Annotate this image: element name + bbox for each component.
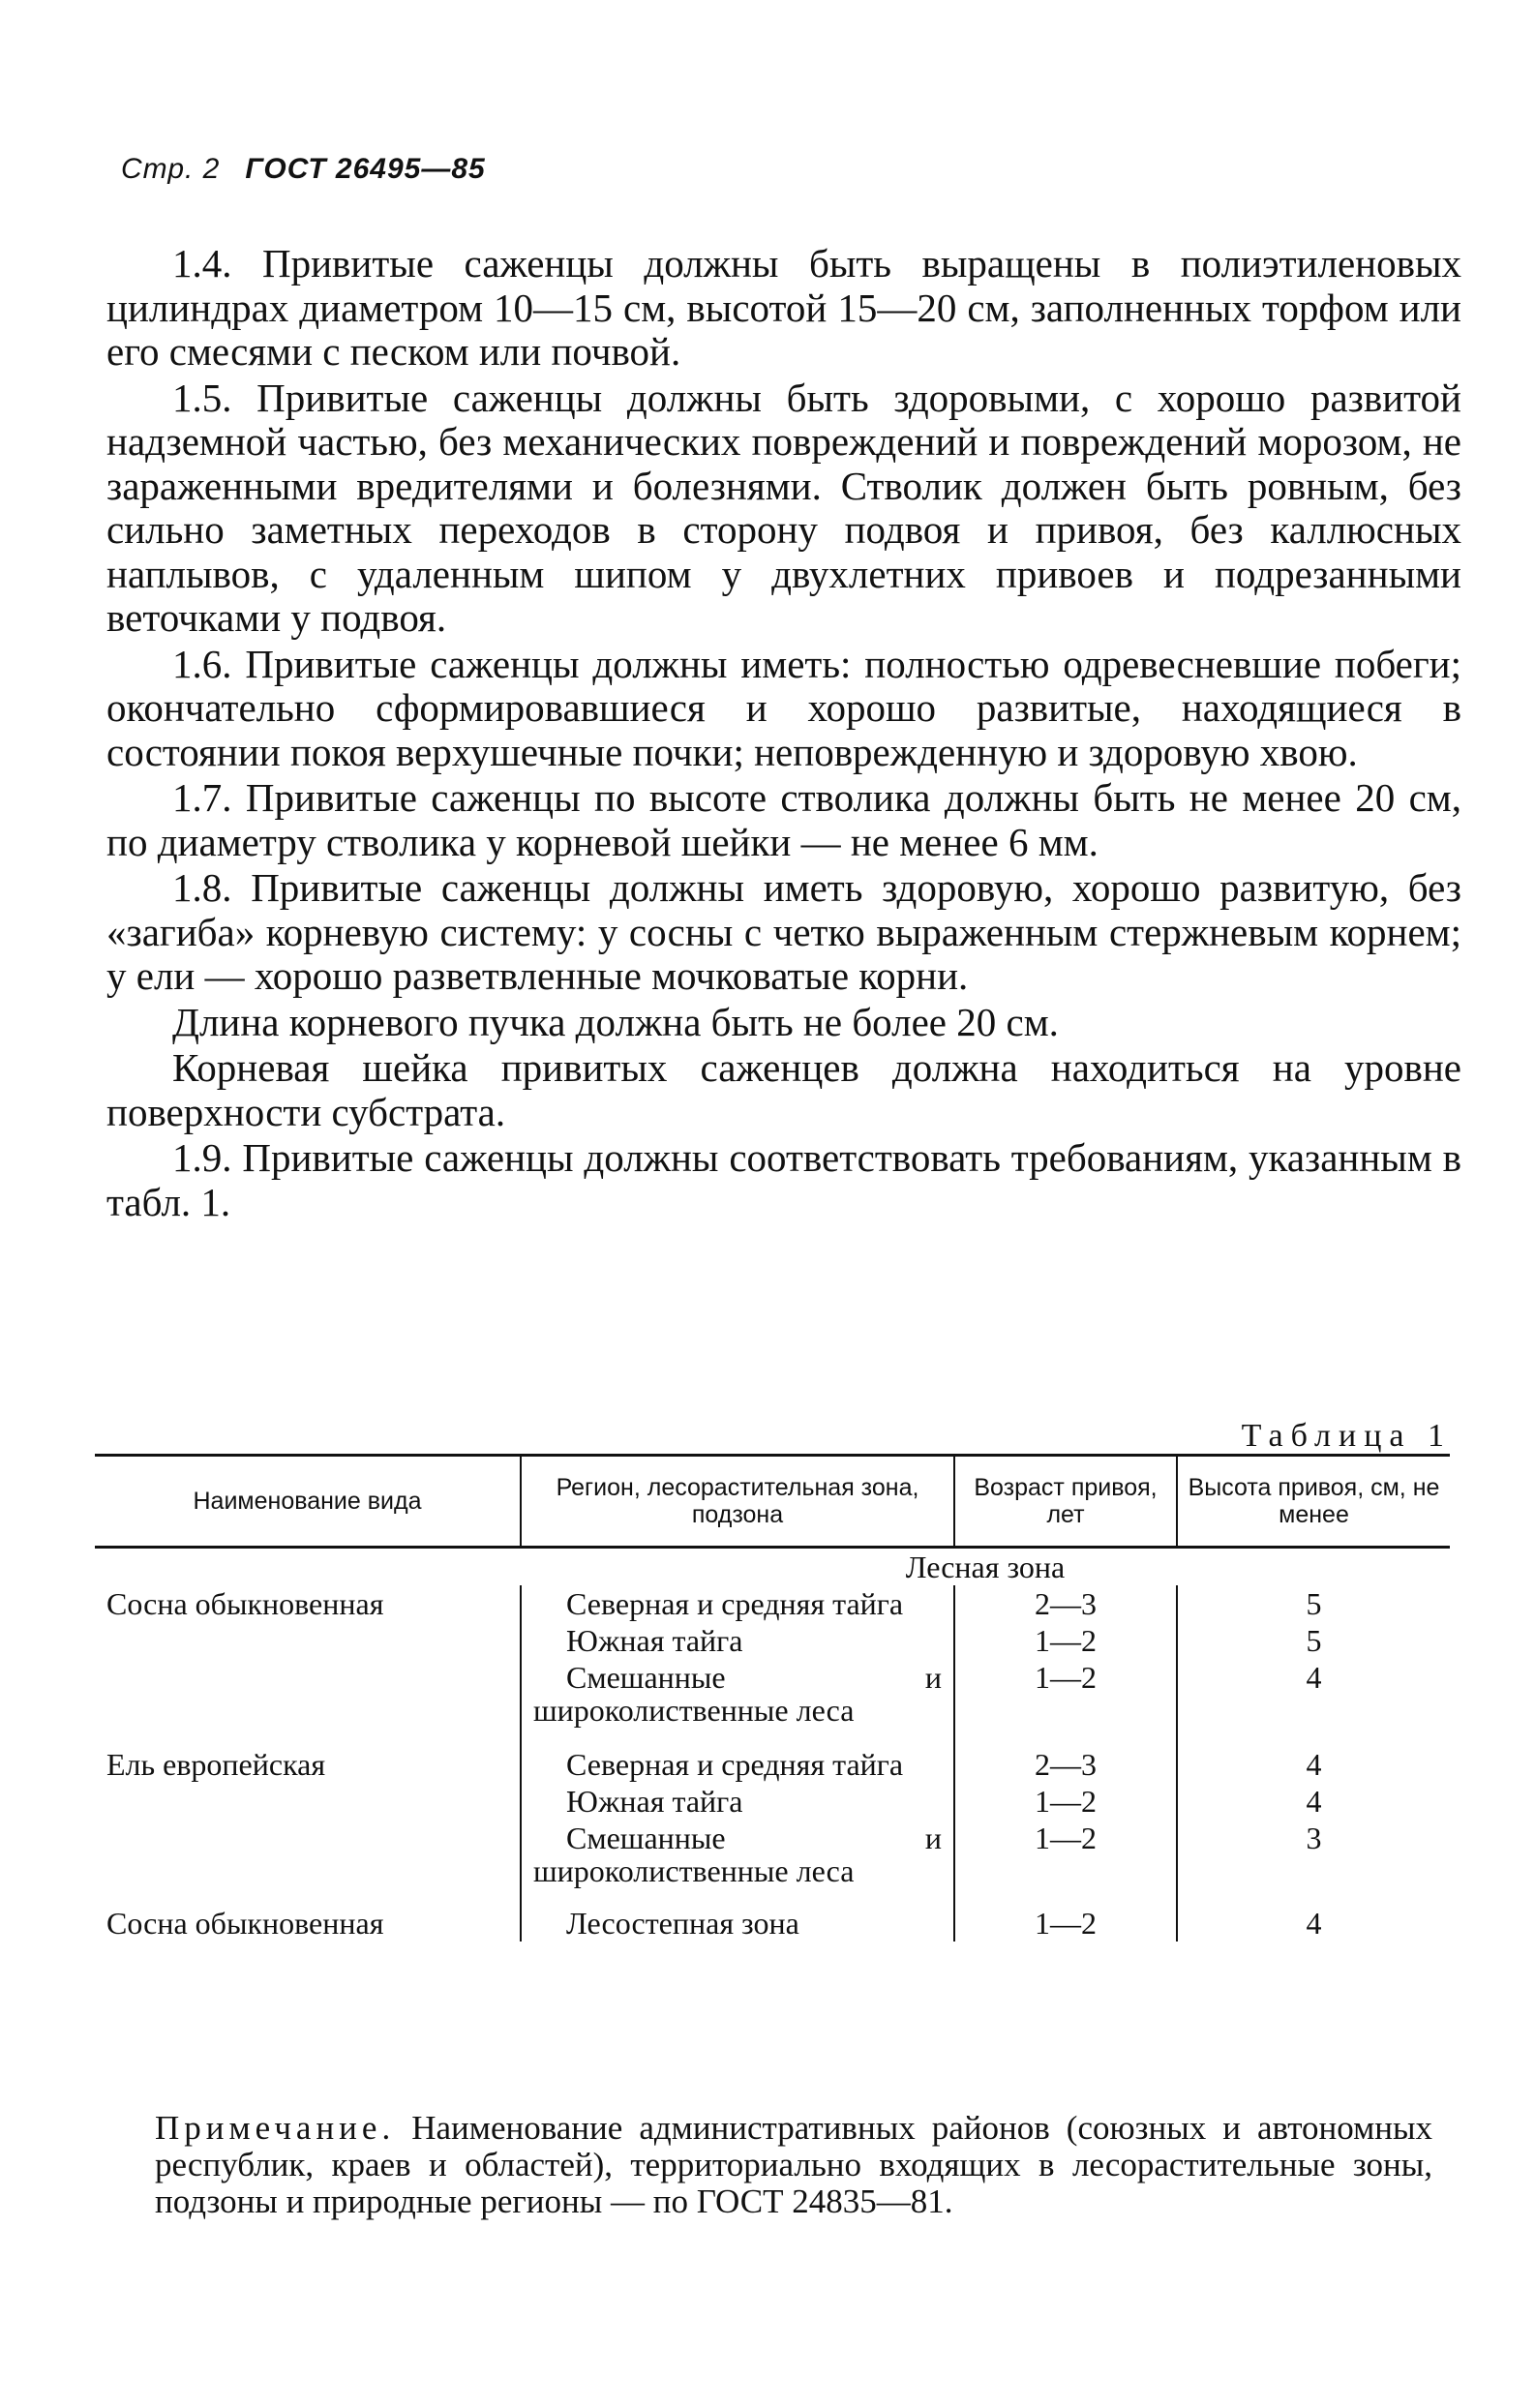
table-row bbox=[95, 1889, 1450, 1941]
region-cell: Смешанные и широколиственные леса bbox=[521, 1659, 954, 1729]
region-cell: Южная тайга bbox=[521, 1622, 954, 1659]
table-header-row bbox=[95, 1456, 1450, 1548]
region-cell: Южная тайга bbox=[521, 1783, 954, 1820]
age-cell: 1—2 bbox=[954, 1820, 1177, 1889]
table-note bbox=[155, 2110, 1432, 2220]
species-cell: Сосна обыкновенная bbox=[106, 1586, 384, 1621]
species-cell bbox=[95, 1622, 521, 1659]
age-cell: 1—2 bbox=[954, 1783, 1177, 1820]
requirements-table bbox=[95, 1454, 1450, 1941]
height-cell: 4 bbox=[1177, 1889, 1450, 1941]
body-text bbox=[106, 242, 1461, 1226]
paragraph-1-4: 1.4. Привитые саженцы должны быть выращены в полиэтиленовых цилиндрах диаметром 10—15 см, высотой 15—20 см, заполненных торфом или его смесями с песком или почвой. bbox=[106, 241, 1461, 374]
header-region: Регион, лесорастительная зона, подзона bbox=[521, 1456, 954, 1548]
table-1 bbox=[95, 1454, 1450, 1941]
height-cell: 3 bbox=[1177, 1820, 1450, 1889]
species-cell: Ель европейская bbox=[106, 1747, 326, 1782]
table-row bbox=[95, 1729, 1450, 1783]
species-cell bbox=[95, 1820, 521, 1889]
species-cell bbox=[95, 1783, 521, 1820]
age-cell: 2—3 bbox=[954, 1585, 1177, 1622]
zone-row bbox=[95, 1548, 1450, 1586]
height-cell: 4 bbox=[1177, 1729, 1450, 1783]
zone-heading: Лесная зона bbox=[905, 1550, 1066, 1584]
header-age: Возраст привоя, лет bbox=[954, 1456, 1177, 1548]
table-row bbox=[95, 1622, 1450, 1659]
paragraph-1-7: 1.7. Привитые саженцы по высоте стволика должны быть не менее 20 см, по диаметру стволика у корневой шейки — не менее 6 мм. bbox=[106, 775, 1461, 864]
region-cell: Северная и средняя тайга bbox=[521, 1729, 954, 1783]
page-number: Стр. 2 bbox=[121, 153, 221, 185]
header-height: Высота привоя, см, не менее bbox=[1177, 1456, 1450, 1548]
paragraph-1-9: 1.9. Привитые саженцы должны соответствовать требованиям, указанным в табл. 1. bbox=[106, 1135, 1461, 1224]
region-cell: Смешанные и широколиственные леса bbox=[521, 1820, 954, 1889]
paragraph-1-5: 1.5. Привитые саженцы должны быть здоровыми, с хорошо развитой надземной частью, без механических повреждений и повреждений морозом, не зараженными вредителями и болезнями. Стволик должен быть ровным, без сильно заметных переходов в сторону подвоя и привоя, без каллюсных наплывов, с удаленным шипом у двухлетних привоев и подрезанными веточками у подвоя. bbox=[106, 375, 1461, 640]
header-species: Наименование вида bbox=[95, 1456, 521, 1548]
age-cell: 1—2 bbox=[954, 1622, 1177, 1659]
height-cell: 4 bbox=[1177, 1783, 1450, 1820]
table-row bbox=[95, 1659, 1450, 1729]
table-row bbox=[95, 1820, 1450, 1889]
table-row bbox=[95, 1585, 1450, 1622]
paragraph-root-collar: Корневая шейка привитых саженцев должна находиться на уровне поверхности субстрата. bbox=[106, 1045, 1461, 1134]
species-cell: Сосна обыкновенная bbox=[106, 1906, 384, 1941]
age-cell: 1—2 bbox=[954, 1889, 1177, 1941]
note-label: Примечание. bbox=[155, 2109, 396, 2147]
table-caption: Таблица 1 bbox=[1241, 1418, 1452, 1454]
region-cell: Северная и средняя тайга bbox=[521, 1585, 954, 1622]
standard-number: ГОСТ 26495—85 bbox=[245, 153, 486, 185]
table-row bbox=[95, 1783, 1450, 1820]
paragraph-1-6: 1.6. Привитые саженцы должны иметь: полностью одревесневшие побеги; окончательно сформировавшиеся и хорошо развитые, находящиеся в состоянии покоя верхушечные почки; неповрежденную и здоровую хвою. bbox=[106, 641, 1461, 774]
page-header bbox=[121, 153, 486, 186]
paragraph-1-8: 1.8. Привитые саженцы должны иметь здоровую, хорошо развитую, без «загиба» корневую систему: у сосны с четко выраженным стержневым корнем; у ели — хорошо разветвленные мочковатые корни. bbox=[106, 865, 1461, 998]
height-cell: 5 bbox=[1177, 1585, 1450, 1622]
species-cell bbox=[95, 1659, 521, 1729]
paragraph-root-length: Длина корневого пучка должна быть не более 20 см. bbox=[172, 999, 1059, 1044]
age-cell: 1—2 bbox=[954, 1659, 1177, 1729]
note-text: Наименование административных районов (союзных и автономных республик, краев и областей), территориально входящих в лесорастительные зоны, подзоны и природные регионы — по ГОСТ 24835—81. bbox=[155, 2109, 1433, 2220]
height-cell: 4 bbox=[1177, 1659, 1450, 1729]
age-cell: 2—3 bbox=[954, 1729, 1177, 1783]
height-cell: 5 bbox=[1177, 1622, 1450, 1659]
region-cell: Лесостепная зона bbox=[521, 1889, 954, 1941]
